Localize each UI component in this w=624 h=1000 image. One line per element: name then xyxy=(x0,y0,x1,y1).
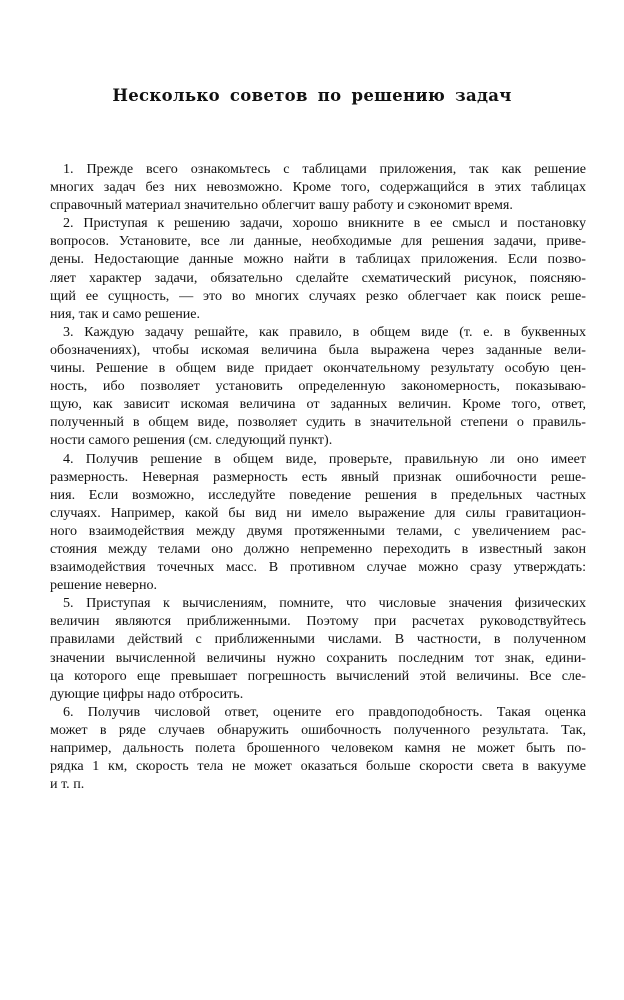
text-line: 4. Получив решение в общем виде, проверьте, правильную ли оно имеет xyxy=(63,450,586,467)
text-line: значении вычисленной величины нужно сохранить последним тот знак, едини- xyxy=(50,649,586,666)
text-line: обозначениях), чтобы искомая величина была выражена через заданные вели- xyxy=(50,341,586,358)
text-line: полученный в общем виде, позволяет судить в значительной степени о правиль- xyxy=(50,414,586,431)
paragraph-5 xyxy=(50,594,586,703)
text-line: случаях. Например, какой бы вид ни имело выражение для силы гравитацион- xyxy=(50,504,586,521)
text-line: вопросов. Установите, все ли данные, необходимые для решения задачи, приве- xyxy=(50,233,586,250)
text-line: и т. п. xyxy=(50,776,85,793)
text-line: размерность. Неверная размерность есть явный признак ошибочности реше- xyxy=(50,468,586,485)
text-line: дены. Недостающие данные можно найти в таблицах приложения. Если позво- xyxy=(50,251,586,268)
paragraph-6 xyxy=(50,703,586,793)
text-line: ния, так и само решение. xyxy=(50,305,201,322)
body-text xyxy=(50,160,586,793)
page-title: Несколько советов по решению задач xyxy=(112,86,512,105)
text-line: стояния между телами оно должно непременно переходить в известный закон xyxy=(50,540,586,557)
text-line: 6. Получив числовой ответ, оцените его правдоподобность. Такая оценка xyxy=(63,703,586,720)
text-line: многих задач без них невозможно. Кроме того, содержащийся в этих таблицах xyxy=(50,179,586,196)
paragraph-2 xyxy=(50,214,586,323)
paragraph-3 xyxy=(50,323,586,450)
text-line: правилами действий с приближенными числами. В частности, в полученном xyxy=(50,631,586,648)
text-line: 2. Приступая к решению задачи, хорошо вникните в ее смысл и постановку xyxy=(63,215,586,232)
text-line: может в ряде случаев обнаружить ошибочность полученного результата. Так, xyxy=(50,721,586,738)
text-line: 3. Каждую задачу решайте, как правило, в общем виде (т. е. в буквенных xyxy=(63,323,586,340)
text-line: 5. Приступая к вычислениям, помните, что числовые значения физических xyxy=(63,595,586,612)
text-line: взаимодействия точечных масс. В противном случае можно сразу утверждать: xyxy=(50,559,586,576)
text-line: ца которого еще превышает погрешность вычислений этой величины. Все сле- xyxy=(50,667,586,684)
paragraph-4 xyxy=(50,450,586,595)
text-line: чины. Решение в общем виде придает окончательному результату особую цен- xyxy=(50,360,586,377)
text-line: щий ее сущность, — это во многих случаях резко облегчает как поиск реше- xyxy=(50,287,586,304)
text-line: например, дальность полета брошенного человеком камня не может быть по- xyxy=(50,740,586,756)
text-line: ного взаимодействия между двумя протяженными телами, с увеличением рас- xyxy=(50,522,586,539)
text-line: дующие цифры надо отбросить. xyxy=(50,685,244,702)
text-line: 1. Прежде всего ознакомьтесь с таблицами приложения, так как решение xyxy=(63,161,586,177)
text-line: ния. Если возможно, исследуйте поведение решения в предельных частных xyxy=(50,486,586,503)
text-line: ность, ибо позволяет установить определенную закономерность, показываю- xyxy=(50,378,586,395)
text-line: величин являются приближенными. Поэтому при расчетах руководствуйтесь xyxy=(50,613,586,630)
text-line: щую, как зависит искомая величина от заданных величин. Кроме того, ответ, xyxy=(50,396,586,413)
paragraph-1 xyxy=(50,160,586,214)
text-line: справочный материал значительно облегчит вашу работу и сэкономит время. xyxy=(50,197,513,214)
text-line: ности самого решения (см. следующий пункт). xyxy=(50,432,333,449)
text-line: ляет характер задачи, обязательно сделайте схематический рисунок, поясняю- xyxy=(50,269,586,286)
text-line: решение неверно. xyxy=(50,577,158,594)
text-line: рядка 1 км, скорость тела не может оказаться больше скорости света в вакууме xyxy=(50,758,586,775)
